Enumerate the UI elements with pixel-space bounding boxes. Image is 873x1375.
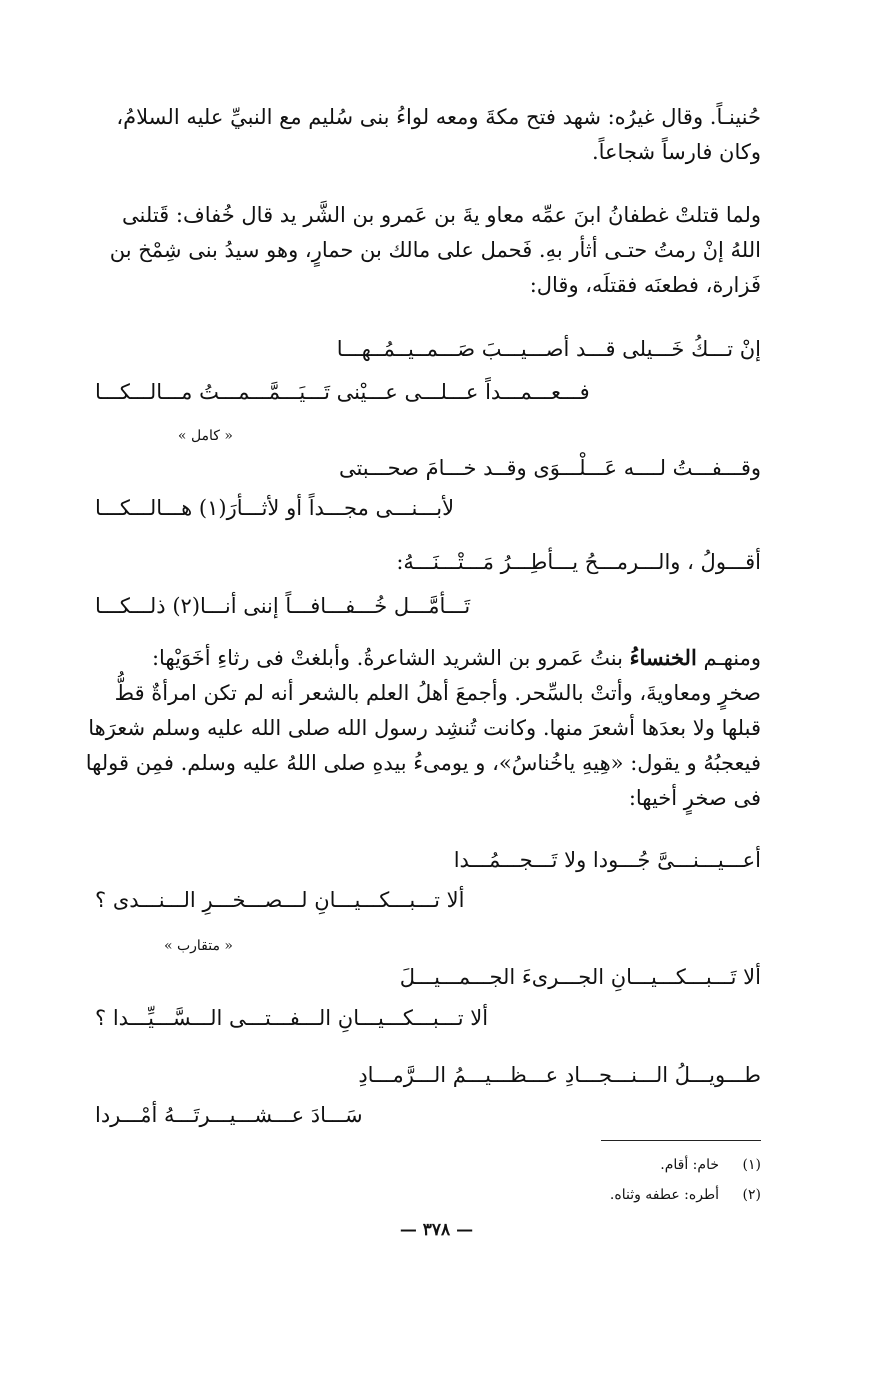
text-line: قبلها ولا بعدَها أشعرَ منها. وكانت تُنشِد رسول الله صلى الله عليه وسلم شعرَها xyxy=(88,716,761,740)
text-line: وكان فارساً شجاعاً. xyxy=(591,140,761,164)
verse-first-hemistich: إنْ تـــكُ خَـــيلى قـــد أصـــيـــبَ صَـــمــيــمُــهـــا xyxy=(336,337,761,361)
verse-second-hemistich: تَـــأمَّـــل خُـــفـــافـــاً إننى أنـــا(٢) ذلـــكـــا xyxy=(95,594,471,618)
verse-first-hemistich: طـــويـــلُ الـــنـــجـــادِ عـــظـــيـــمُ الـــرَّمـــادِ xyxy=(358,1063,761,1087)
paragraph-3 xyxy=(85,640,761,816)
text-line: ولما قتلتْ غطفانُ ابنَ عمِّه معاو يةَ بن عَمرو بن الشَّر يد قال خُفاف: قَتلنى xyxy=(122,203,761,227)
footnote xyxy=(610,1187,761,1203)
text-fragment: ومنهـم xyxy=(696,646,761,670)
verse-first-hemistich: أعـــيـــنـــىَّ جُـــودا ولا تَـــجـــمُـــدا xyxy=(453,848,761,872)
verse-first-hemistich: وقـــفـــتُ لــــه عَـــلْـــوَى وقــد خـــامَ صحـــبتى xyxy=(338,456,761,480)
poet-name: الخنساءُ xyxy=(629,645,697,670)
footnote xyxy=(660,1157,761,1173)
text-line: فَزارة، فطعنَه فقتلَه، وقال: xyxy=(529,273,761,297)
text-line: اللهُ إنْ رمتُ حتـى أثأر بهِ. فَحمل على مالك بن حمارٍ، وهو سيدُ بنى شِمْخ بن xyxy=(109,238,761,262)
footnote-number: (٢) xyxy=(742,1187,761,1203)
text-fragment: بنتُ عَمرو بن الشريد الشاعرةُ. وأبلغتْ فى رثاءِ أخَوَيْها: xyxy=(151,646,630,670)
footnote-number: (١) xyxy=(742,1157,761,1173)
verse-second-hemistich: لأبـــنـــى مجـــداً أو لأثـــأرَ(١) هـــالـــكـــا xyxy=(95,496,455,520)
meter-label: « كامل » xyxy=(177,428,233,444)
verse-second-hemistich: ألا تـــبـــكـــيـــانِ الـــفـــتـــى الـــسَّـــيِّـــدا ؟ xyxy=(95,1006,489,1030)
verse-second-hemistich: فـــعـــمـــداً عـــلـــى عـــيْنى تَـــيَـــمَّـــمـــتُ مـــالـــكـــا xyxy=(95,380,590,404)
verse-second-hemistich: سَـــادَ عـــشـــيـــرتَـــهُ أمْـــردا xyxy=(95,1103,363,1127)
paragraph-1 xyxy=(101,100,761,170)
text-line: فى صخرٍ أخيها: xyxy=(628,786,761,810)
verse-second-hemistich: ألا تـــبـــكـــيـــانِ لـــصـــخـــرِ الـــنـــدى ؟ xyxy=(95,888,465,912)
text-line: حُنينـاً. وقال غيرُه: شهد فتح مكةَ ومعه لواءُ بنى سُليم مع النبيِّ عليه السلامُ، xyxy=(116,105,761,129)
text-line: صخرٍ ومعاويةَ، وأتتْ بالسِّحر. وأجمعَ أهلُ العلم بالشعر أنه لم تكن امرأةٌ قطُّ xyxy=(114,681,761,705)
page-number: — ٣٧٨ — xyxy=(399,1220,474,1240)
meter-label: « متقارب » xyxy=(163,938,233,954)
text-line xyxy=(101,640,761,676)
text-line: فيعجبُهُ و يقول: «هِيهِ ياخُناسُ»، و يومىءُ بيدهِ صلى اللهُ عليه وسلم. فمِن قولها xyxy=(85,751,761,775)
footnote-text: خام: أقام. xyxy=(660,1157,719,1173)
footnote-separator xyxy=(601,1140,761,1141)
paragraph-2 xyxy=(101,198,761,303)
verse-first-hemistich: أقـــولُ ، والـــرمـــحُ يـــأطِـــرُ مَـــتْـــنَـــهُ: xyxy=(396,550,761,574)
verse-first-hemistich: ألا تَـــبـــكـــيـــانِ الجـــرىءَ الجـــمـــيـــلَ xyxy=(399,965,761,989)
footnote-text: أطره: عطفه وثناه. xyxy=(609,1187,719,1203)
